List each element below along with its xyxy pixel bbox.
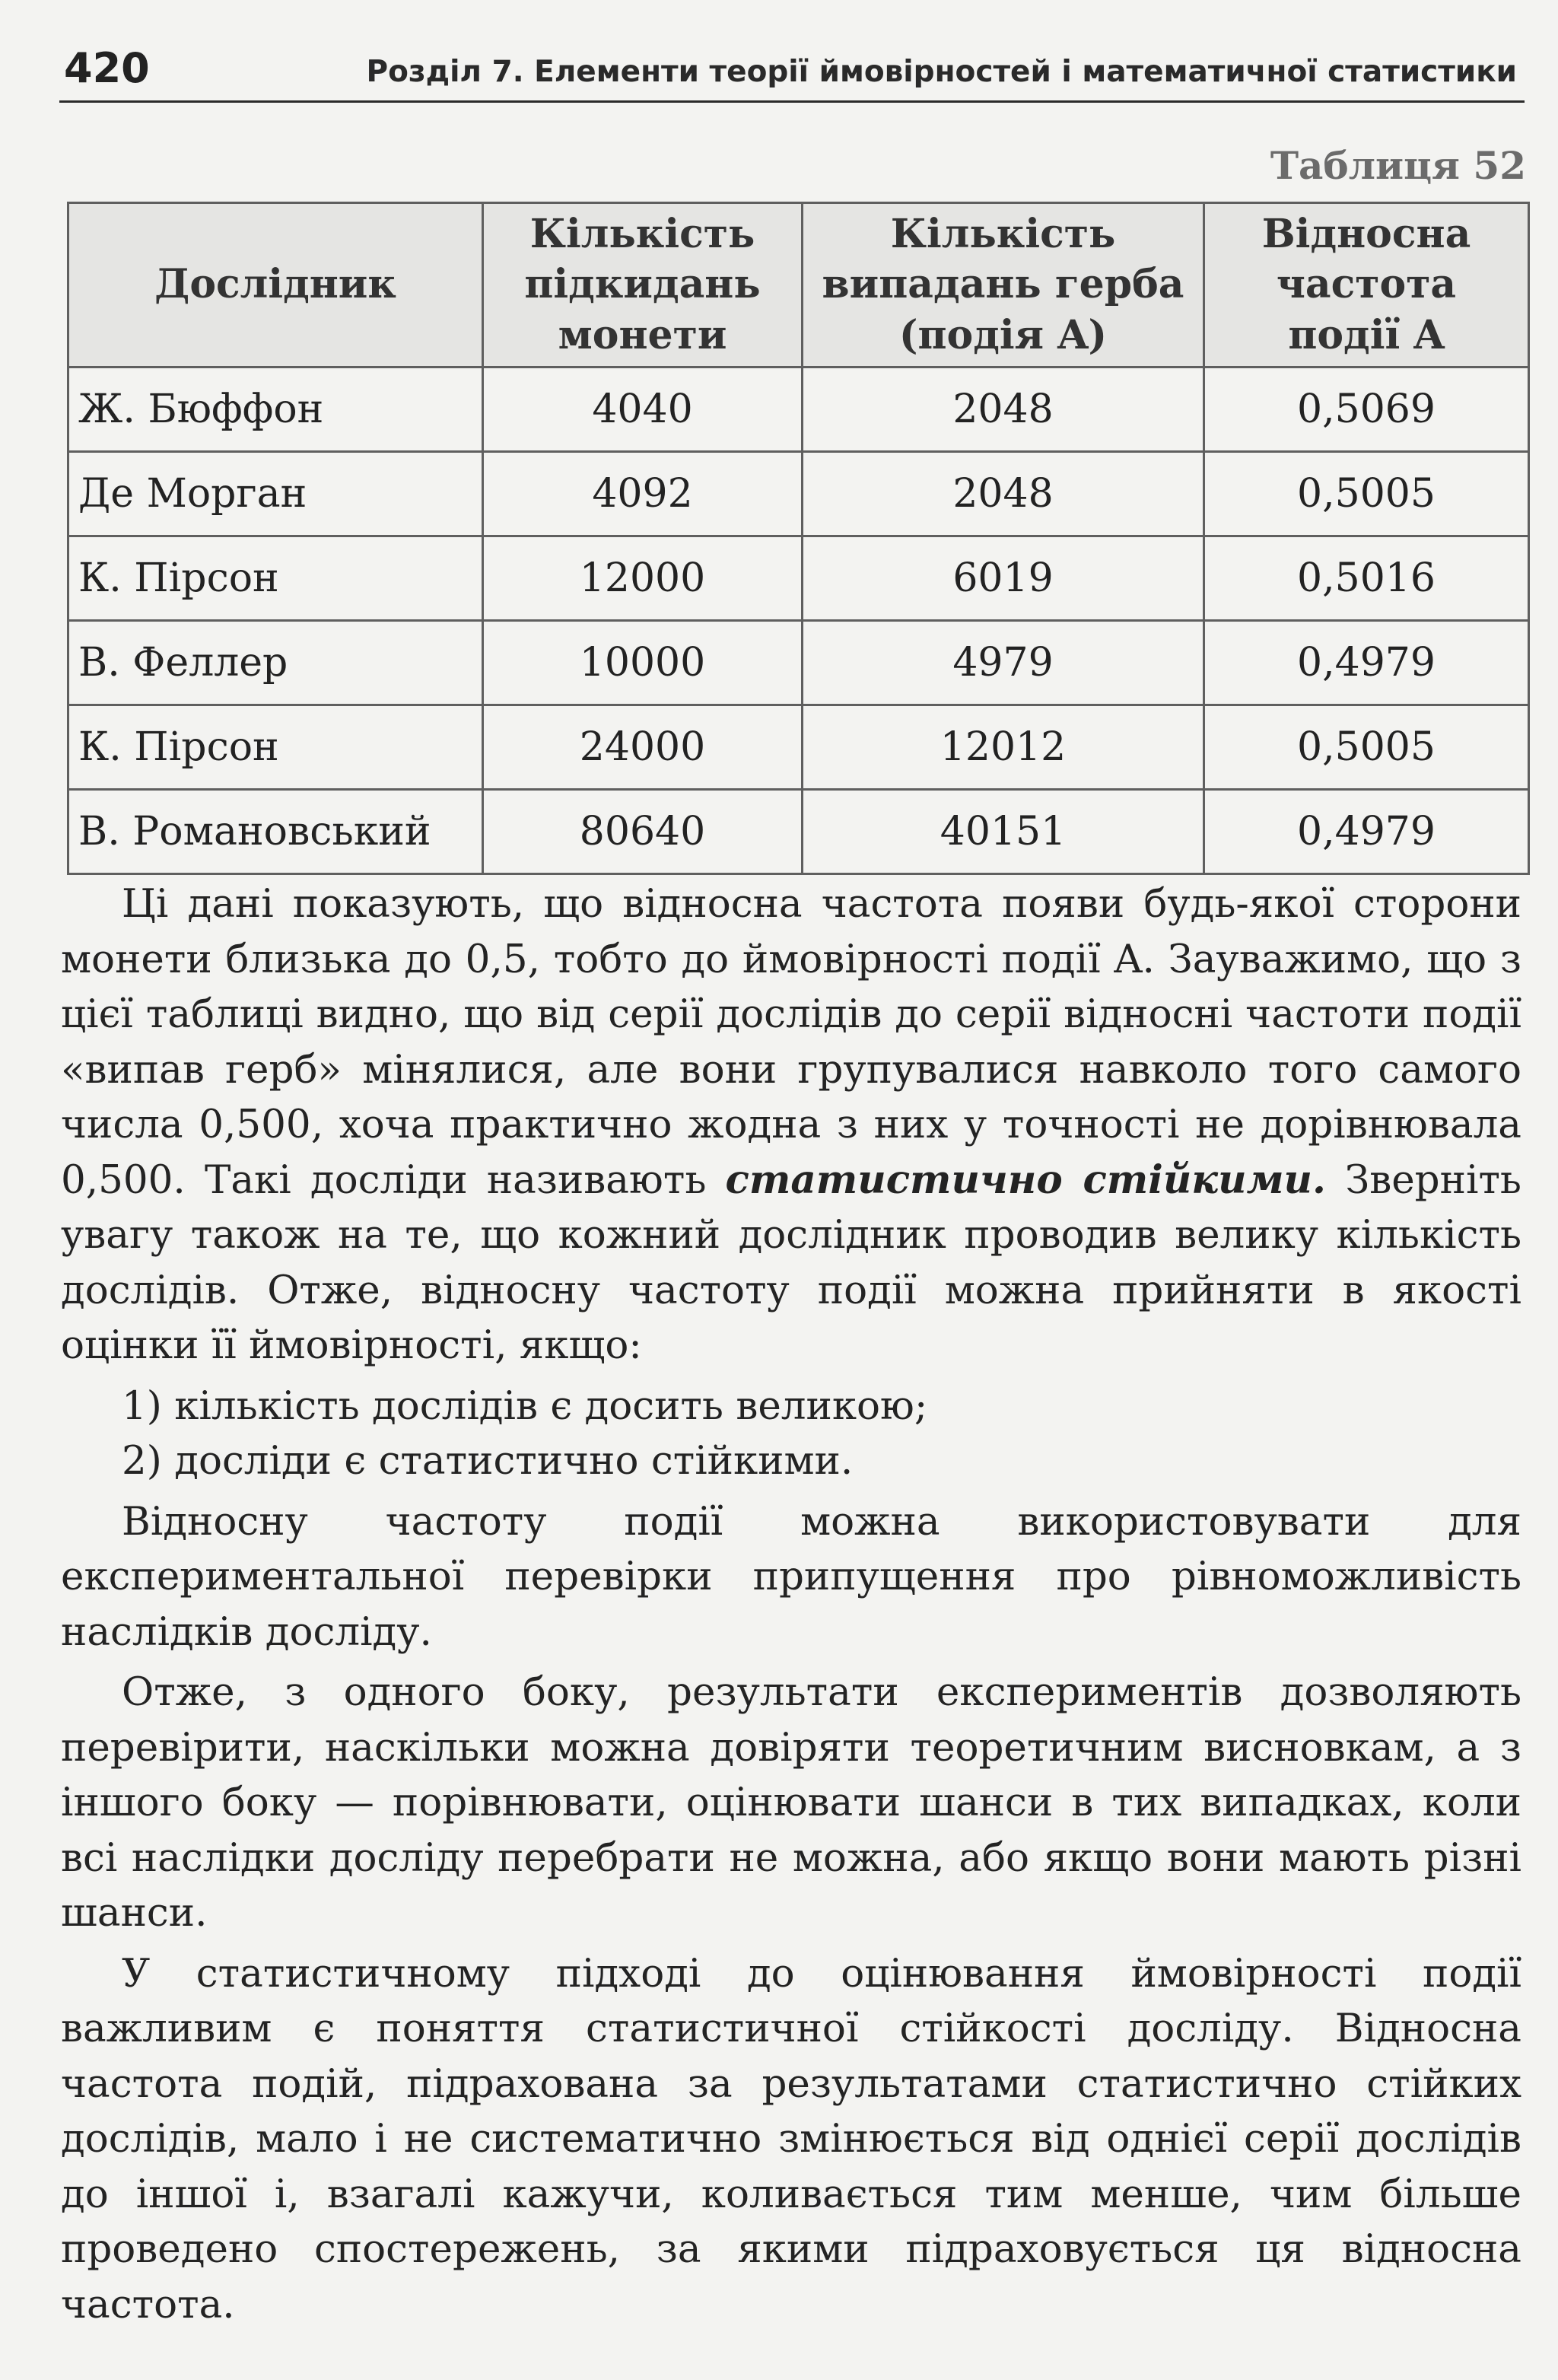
table-row: [68, 790, 1529, 874]
paragraph-intro: [61, 877, 1521, 1373]
page-number: 420: [64, 44, 150, 92]
paragraph: Відносну частоту події можна використовувати для експериментальної перевірки припущення про рівноможливість наслідків досліду.: [61, 1498, 1521, 1655]
cell-researcher: К. Пірсон: [68, 705, 483, 790]
list-item: 1) кількість дослідів є досить великою;: [122, 1382, 928, 1429]
header-tosses: Кількість підкидань монети: [483, 203, 803, 368]
paragraph: Отже, з одного боку, результати експериментів дозволяють перевірити, наскільки можна довіряти теоретичним висновкам, а з іншого боку — порівнювати, оцінювати шанси в тих випадках, коли всі наслідки досліду перебрати не можна, або якщо вони мають різні шанси.: [61, 1669, 1521, 1936]
cell-researcher: В. Феллер: [68, 621, 483, 705]
cell-heads: 12012: [803, 705, 1204, 790]
cell-heads: 2048: [803, 368, 1204, 452]
paragraph-intro-continuation: Зверніть увагу також на те, що кожний дослідник проводив велику кількість дослідів. Отже, відносну частоту події можна прийняти в якості оцінки її ймовірності, якщо:: [61, 1157, 1521, 1368]
cell-frequency: 0,5005: [1204, 705, 1529, 790]
cell-researcher: В. Романовський: [68, 790, 483, 874]
cell-researcher: Де Морган: [68, 452, 483, 536]
cell-frequency: 0,5005: [1204, 452, 1529, 536]
term-statistically-stable: статистично стійкими.: [725, 1157, 1326, 1203]
cell-heads: 6019: [803, 536, 1204, 621]
table-row: [68, 536, 1529, 621]
cell-heads: 40151: [803, 790, 1204, 874]
table-header-row: [68, 203, 1529, 368]
cell-tosses: 80640: [483, 790, 803, 874]
table-caption: Таблиця 52: [1270, 143, 1526, 188]
running-header: [59, 37, 1525, 103]
body-text: [61, 877, 1521, 2337]
chapter-title: Розділ 7. Елементи теорії ймовірностей і математичної статистики: [366, 55, 1517, 89]
cell-tosses: 10000: [483, 621, 803, 705]
paragraph-intro-text: Ці дані показують, що відносна частота появи будь-якої сторони монети близька до 0,5, тобто до ймовірності події A. Зауважимо, що з цієї таблиці видно, що від серії дослідів до серії відносні частоти події «випав герб» мінялися, але вони групувалися навколо того самого числа 0,500, хоча практично жодна з них у точності не дорівнювала 0,500. Такі досліди називають: [61, 881, 1521, 1203]
experiments-table: [67, 202, 1530, 875]
cell-tosses: 4092: [483, 452, 803, 536]
list-item: 2) досліди є статистично стійкими.: [122, 1438, 854, 1484]
header-heads: Кількість випадань герба (подія A): [803, 203, 1204, 368]
table-row: [68, 452, 1529, 536]
cell-heads: 2048: [803, 452, 1204, 536]
cell-heads: 4979: [803, 621, 1204, 705]
header-relative-frequency: Відносна частота події A: [1204, 203, 1529, 368]
table-row: [68, 368, 1529, 452]
paragraph: У статистичному підході до оцінювання ймовірності події важливим є поняття статистичної стійкості досліду. Відносна частота подій, підрахована за результатами статистично стійких дослідів, мало і не систематично змінюється від однієї серії дослідів до іншої і, взагалі кажучи, коливається тим менше, чим більше проведено спостережень, за якими підраховується ця відносна частота.: [61, 1950, 1521, 2328]
header-researcher: Дослідник: [68, 203, 483, 368]
cell-frequency: 0,4979: [1204, 790, 1529, 874]
cell-researcher: Ж. Бюффон: [68, 368, 483, 452]
cell-frequency: 0,4979: [1204, 621, 1529, 705]
cell-tosses: 4040: [483, 368, 803, 452]
cell-tosses: 12000: [483, 536, 803, 621]
cell-tosses: 24000: [483, 705, 803, 790]
cell-frequency: 0,5069: [1204, 368, 1529, 452]
table-row: [68, 621, 1529, 705]
table-row: [68, 705, 1529, 790]
cell-researcher: К. Пірсон: [68, 536, 483, 621]
cell-frequency: 0,5016: [1204, 536, 1529, 621]
